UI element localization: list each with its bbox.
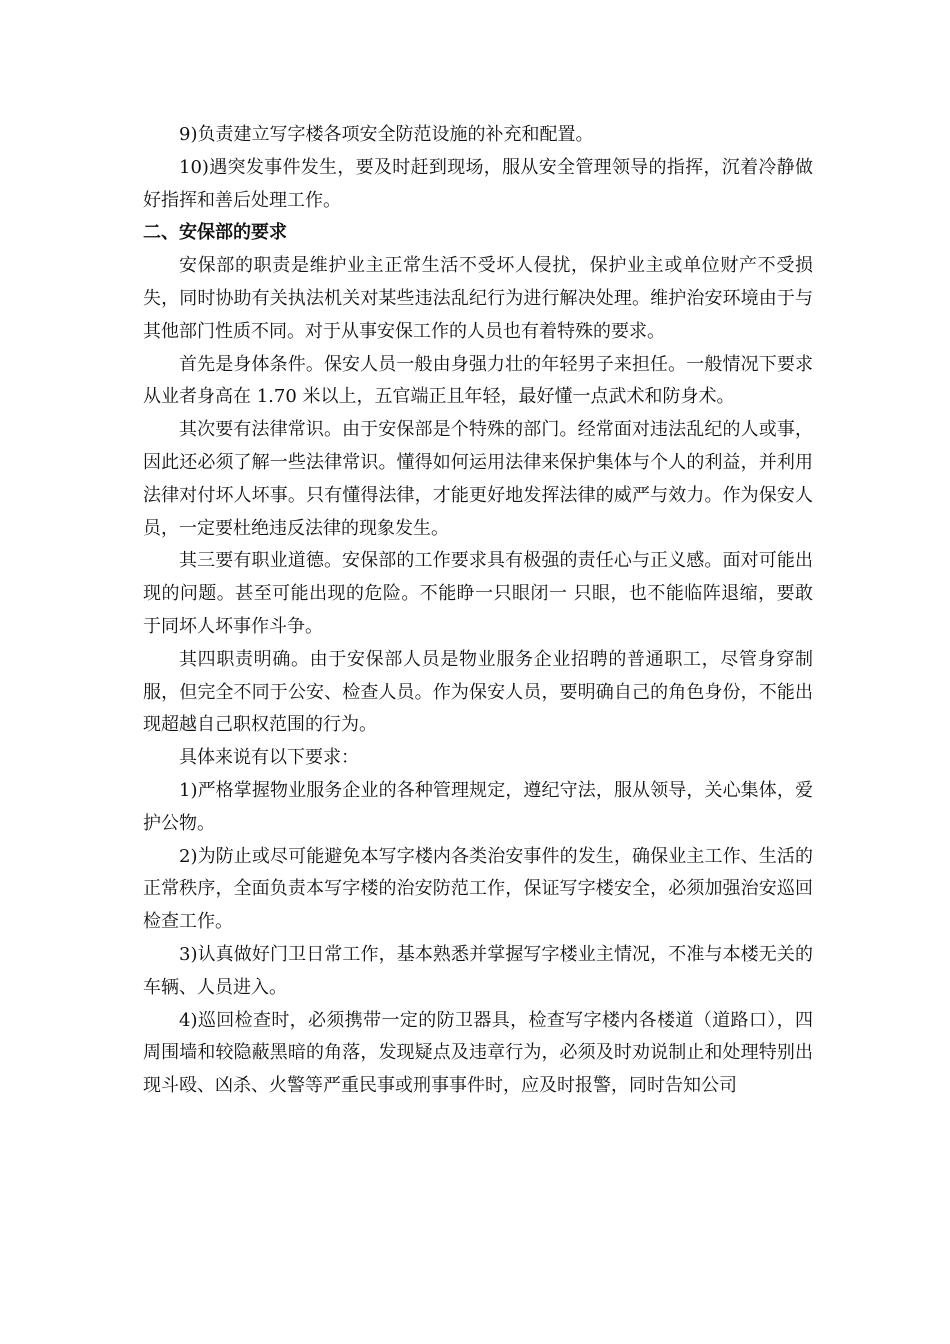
paragraph-law: 其次要有法律常识。由于安保部是个特殊的部门。经常面对违法乱纪的人或事，因此还必须了解一些法律常识。懂得如何运用法律来保护集体与个人的利益，并利用法律对付坏人坏事。只有懂得法律，才能更好地发挥法律的威严与效力。作为保安人员，一定要杜绝违反法律的现象发生。 xyxy=(143,419,813,539)
paragraph-requirement-4: 4)巡回检查时，必须携带一定的防卫器具，检查写字楼内各楼道（道路口），四周围墙和较隐蔽黑暗的角落，发现疑点及违章行为，必须及时劝说制止和处理特别出现斗殴、凶杀、火警等严重民事或刑事事件时，应及时报警，同时告知公司 xyxy=(143,1009,813,1097)
paragraph-requirement-3: 3)认真做好门卫日常工作，基本熟悉并掌握写字楼业主情况，不准与本楼无关的车辆、人员进入。 xyxy=(143,943,813,998)
paragraph-item-9: 9)负责建立写字楼各项安全防范设施的补充和配置。 xyxy=(179,124,594,145)
paragraph-physical: 首先是身体条件。保安人员一般由身强力壮的年轻男子来担任。一般情况下要求从业者身高在 1.70 米以上，五官端正且年轻，最好懂一点武术和防身术。 xyxy=(143,353,813,408)
section-heading: 二、安保部的要求 xyxy=(143,222,287,244)
paragraph-requirements-intro: 具体来说有以下要求： xyxy=(179,747,359,769)
paragraph-item-10: 10)遇突发事件发生，要及时赶到现场，服从安全管理领导的指挥，沉着冷静做好指挥和善后处理工作。 xyxy=(143,156,813,211)
paragraph-responsibility: 其四职责明确。由于安保部人员是物业服务企业招聘的普通职工，尽管身穿制服，但完全不同于公安、检查人员。作为保安人员，要明确自己的角色身份，不能出现超越自己职权范围的行为。 xyxy=(143,648,813,736)
paragraph-ethics: 其三要有职业道德。安保部的工作要求具有极强的责任心与正义感。面对可能出现的问题。甚至可能出现的危险。不能睁一只眼闭一 只眼，也不能临阵退缩，要敢于同坏人坏事作斗争。 xyxy=(143,550,813,637)
paragraph-duties: 安保部的职责是维护业主正常生活不受坏人侵扰，保护业主或单位财产不受损失，同时协助有关执法机关对某些违法乱纪行为进行解决处理。维护治安环境由于与其他部门性质不同。对于从事安保工作的人员也有着特殊的要求。 xyxy=(143,255,813,342)
paragraph-requirement-2: 2)为防止或尽可能避免本写字楼内各类治安事件的发生，确保业主工作、生活的正常秩序，全面负责本写字楼的治安防范工作，保证写字楼安全，必须加强治安巡回检查工作。 xyxy=(143,845,813,933)
document-body xyxy=(143,119,813,1103)
paragraph-requirement-1: 1)严格掌握物业服务企业的各种管理规定，遵纪守法，服从领导，关心集体，爱护公物。 xyxy=(143,779,813,834)
